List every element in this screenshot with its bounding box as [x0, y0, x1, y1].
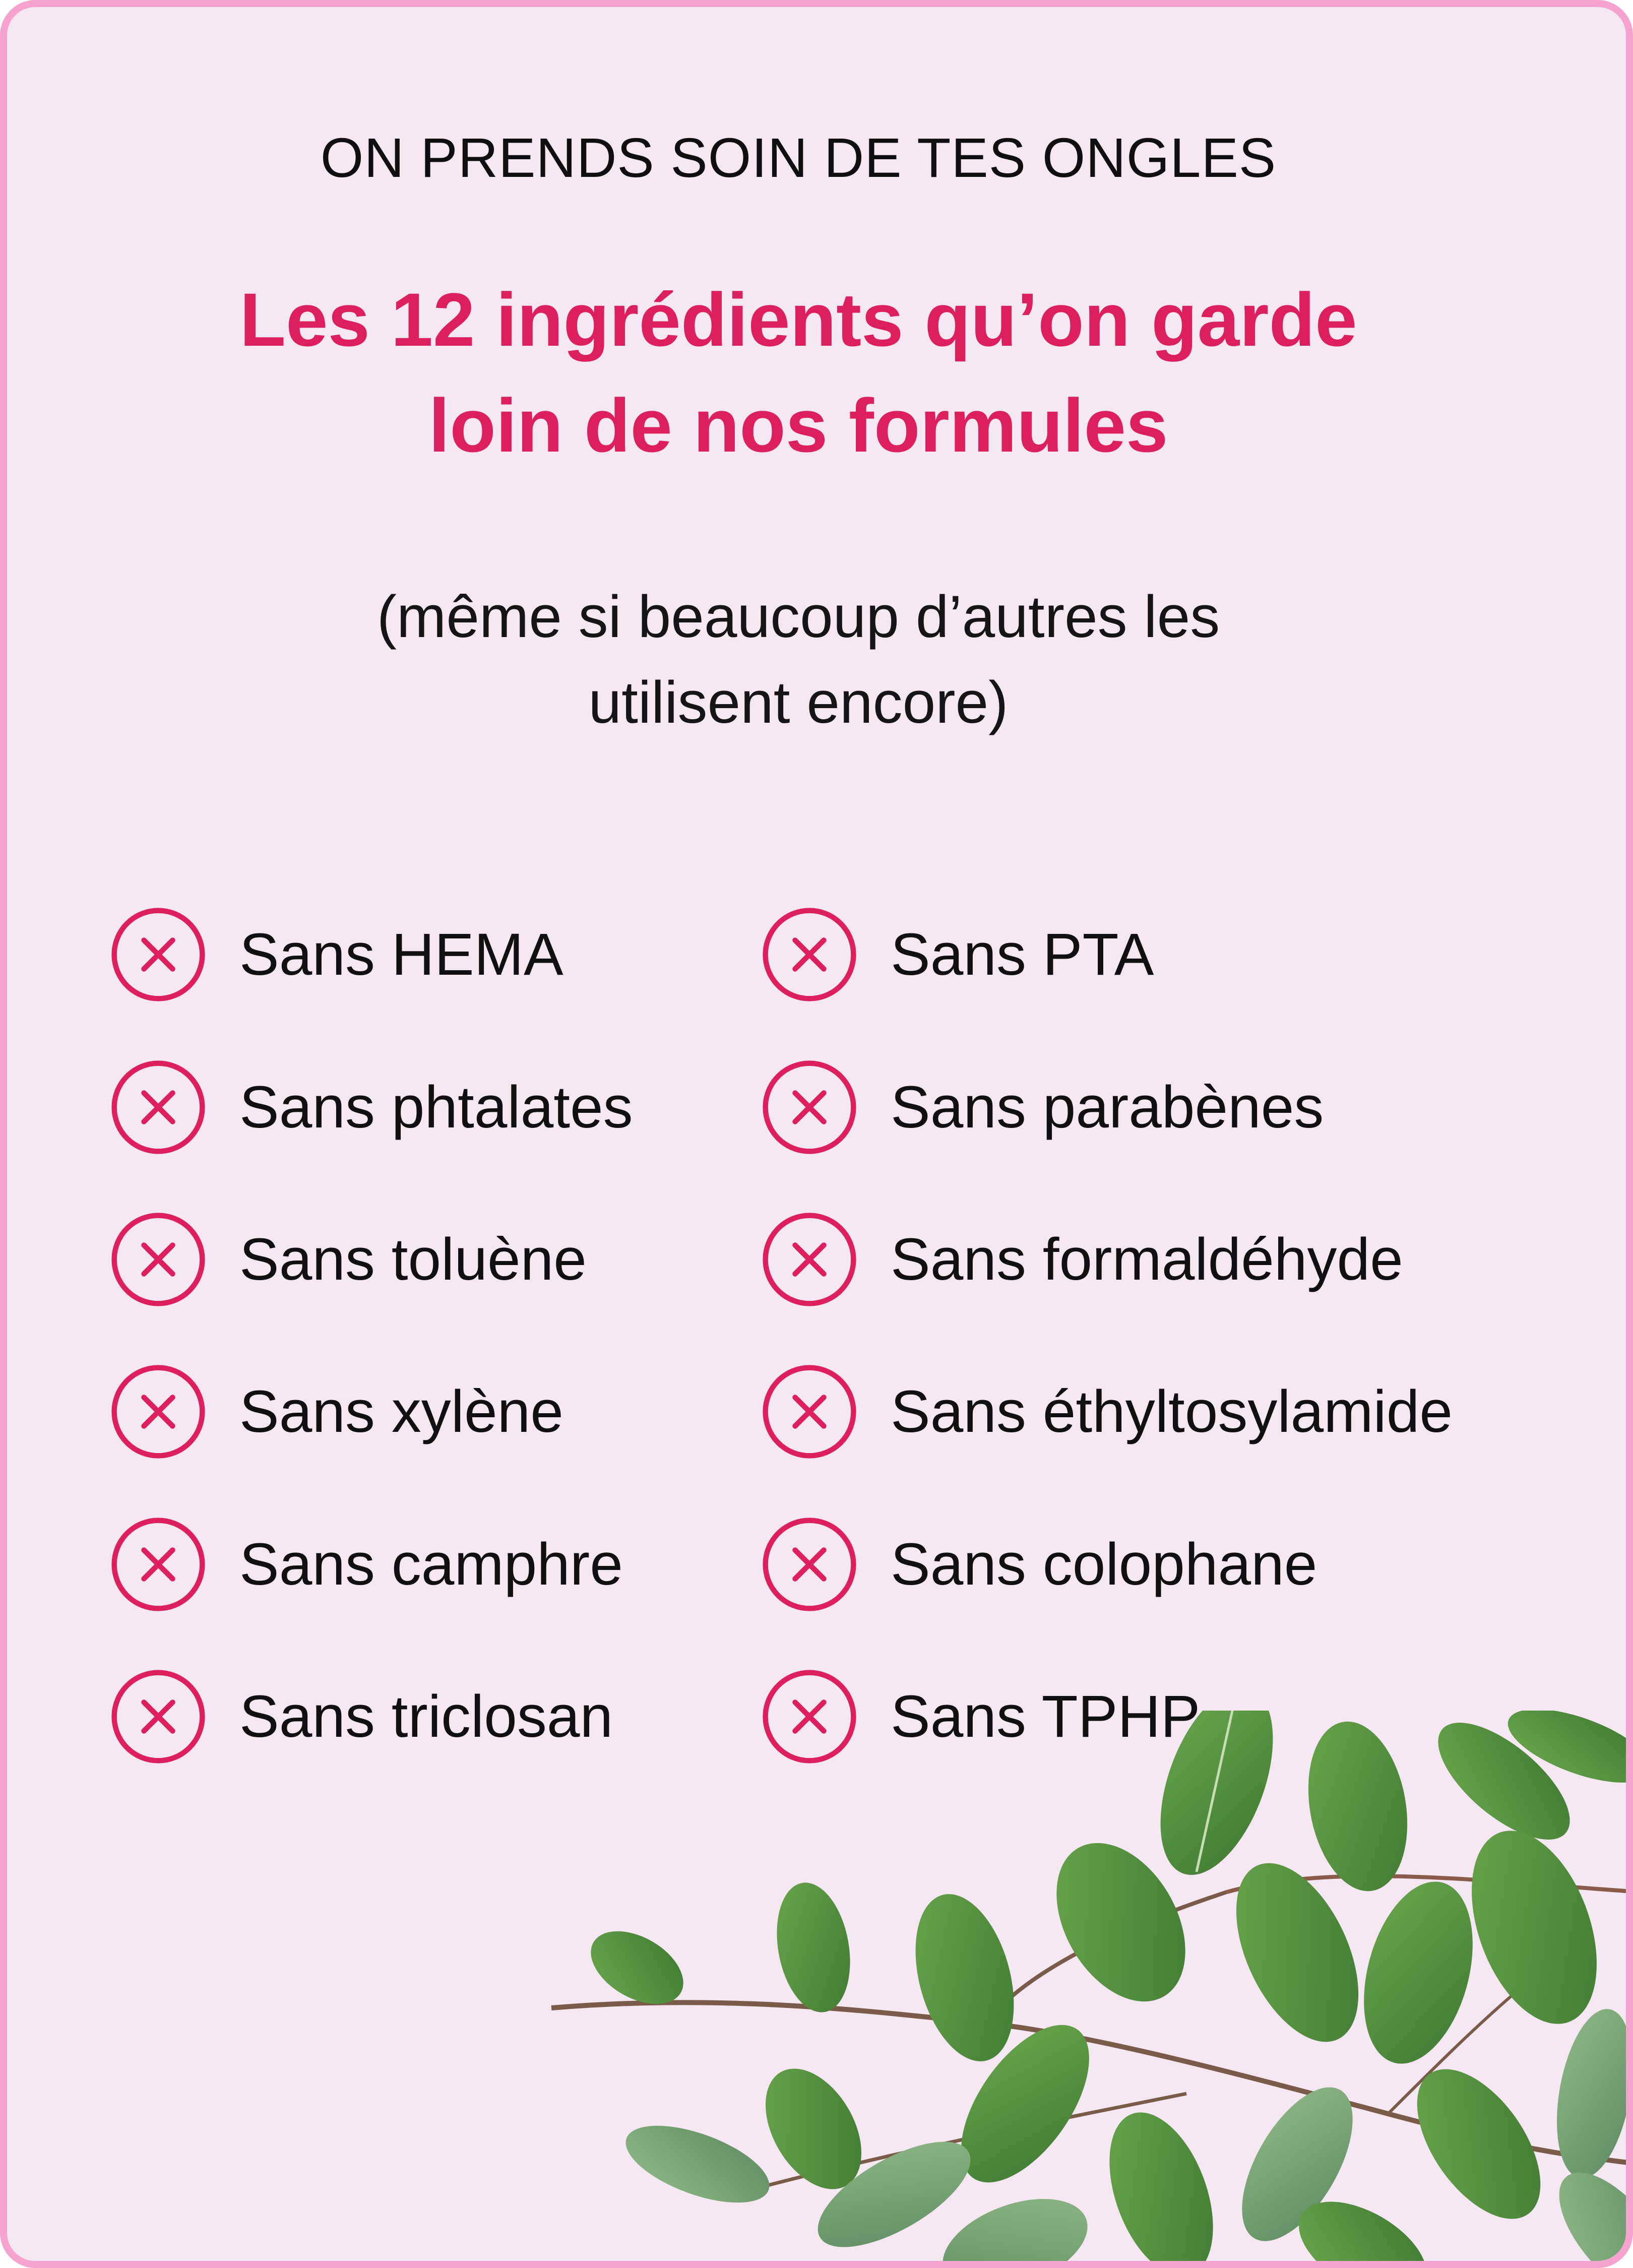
- x-circle-icon: [762, 1059, 857, 1155]
- eyebrow-heading: ON PRENDS SOIN DE TES ONGLES: [320, 127, 1277, 189]
- list-item: [110, 1212, 587, 1307]
- list-item: [762, 1212, 1403, 1307]
- x-circle-icon: [762, 1517, 857, 1612]
- x-circle-icon: [762, 1669, 857, 1765]
- x-circle-icon: [110, 907, 206, 1002]
- x-circle-icon: [110, 1364, 206, 1460]
- list-item: [110, 1517, 623, 1612]
- page-title: [7, 267, 1590, 478]
- list-item-label: Sans triclosan: [239, 1683, 613, 1750]
- olive-branch-illustration: [531, 1711, 1633, 2268]
- x-circle-icon: [110, 1059, 206, 1155]
- list-item: [762, 1364, 1453, 1460]
- x-circle-icon: [762, 907, 857, 1002]
- list-item-label: Sans formaldéhyde: [891, 1226, 1403, 1293]
- subtitle-line-1: (même si beaucoup d’autres les: [376, 584, 1220, 650]
- list-item-label: Sans camphre: [239, 1531, 623, 1598]
- list-item-label: Sans phtalates: [239, 1074, 633, 1141]
- x-circle-icon: [762, 1364, 857, 1460]
- list-item-label: Sans parabènes: [891, 1074, 1324, 1141]
- list-item-label: Sans éthyltosylamide: [891, 1378, 1453, 1445]
- list-item-label: Sans PTA: [891, 921, 1154, 988]
- list-item: [762, 1517, 1317, 1612]
- x-circle-icon: [110, 1669, 206, 1765]
- list-item: [110, 1364, 563, 1460]
- title-line-1: Les 12 ingrédients qu’on garde: [239, 277, 1357, 362]
- list-item-label: Sans HEMA: [239, 921, 563, 988]
- title-line-2: loin de nos formules: [428, 383, 1168, 468]
- x-circle-icon: [762, 1212, 857, 1307]
- list-item: [110, 1059, 633, 1155]
- list-item: [762, 1059, 1324, 1155]
- list-item: [762, 907, 1154, 1002]
- list-item-label: Sans TPHP: [891, 1683, 1201, 1750]
- x-circle-icon: [110, 1517, 206, 1612]
- list-item-label: Sans toluène: [239, 1226, 587, 1293]
- subtitle: [7, 574, 1590, 745]
- list-item-label: Sans colophane: [891, 1531, 1317, 1598]
- list-item: [762, 1669, 1200, 1765]
- subtitle-line-2: utilisent encore): [588, 669, 1009, 736]
- list-item: [110, 907, 563, 1002]
- x-circle-icon: [110, 1212, 206, 1307]
- list-item-label: Sans xylène: [239, 1378, 563, 1445]
